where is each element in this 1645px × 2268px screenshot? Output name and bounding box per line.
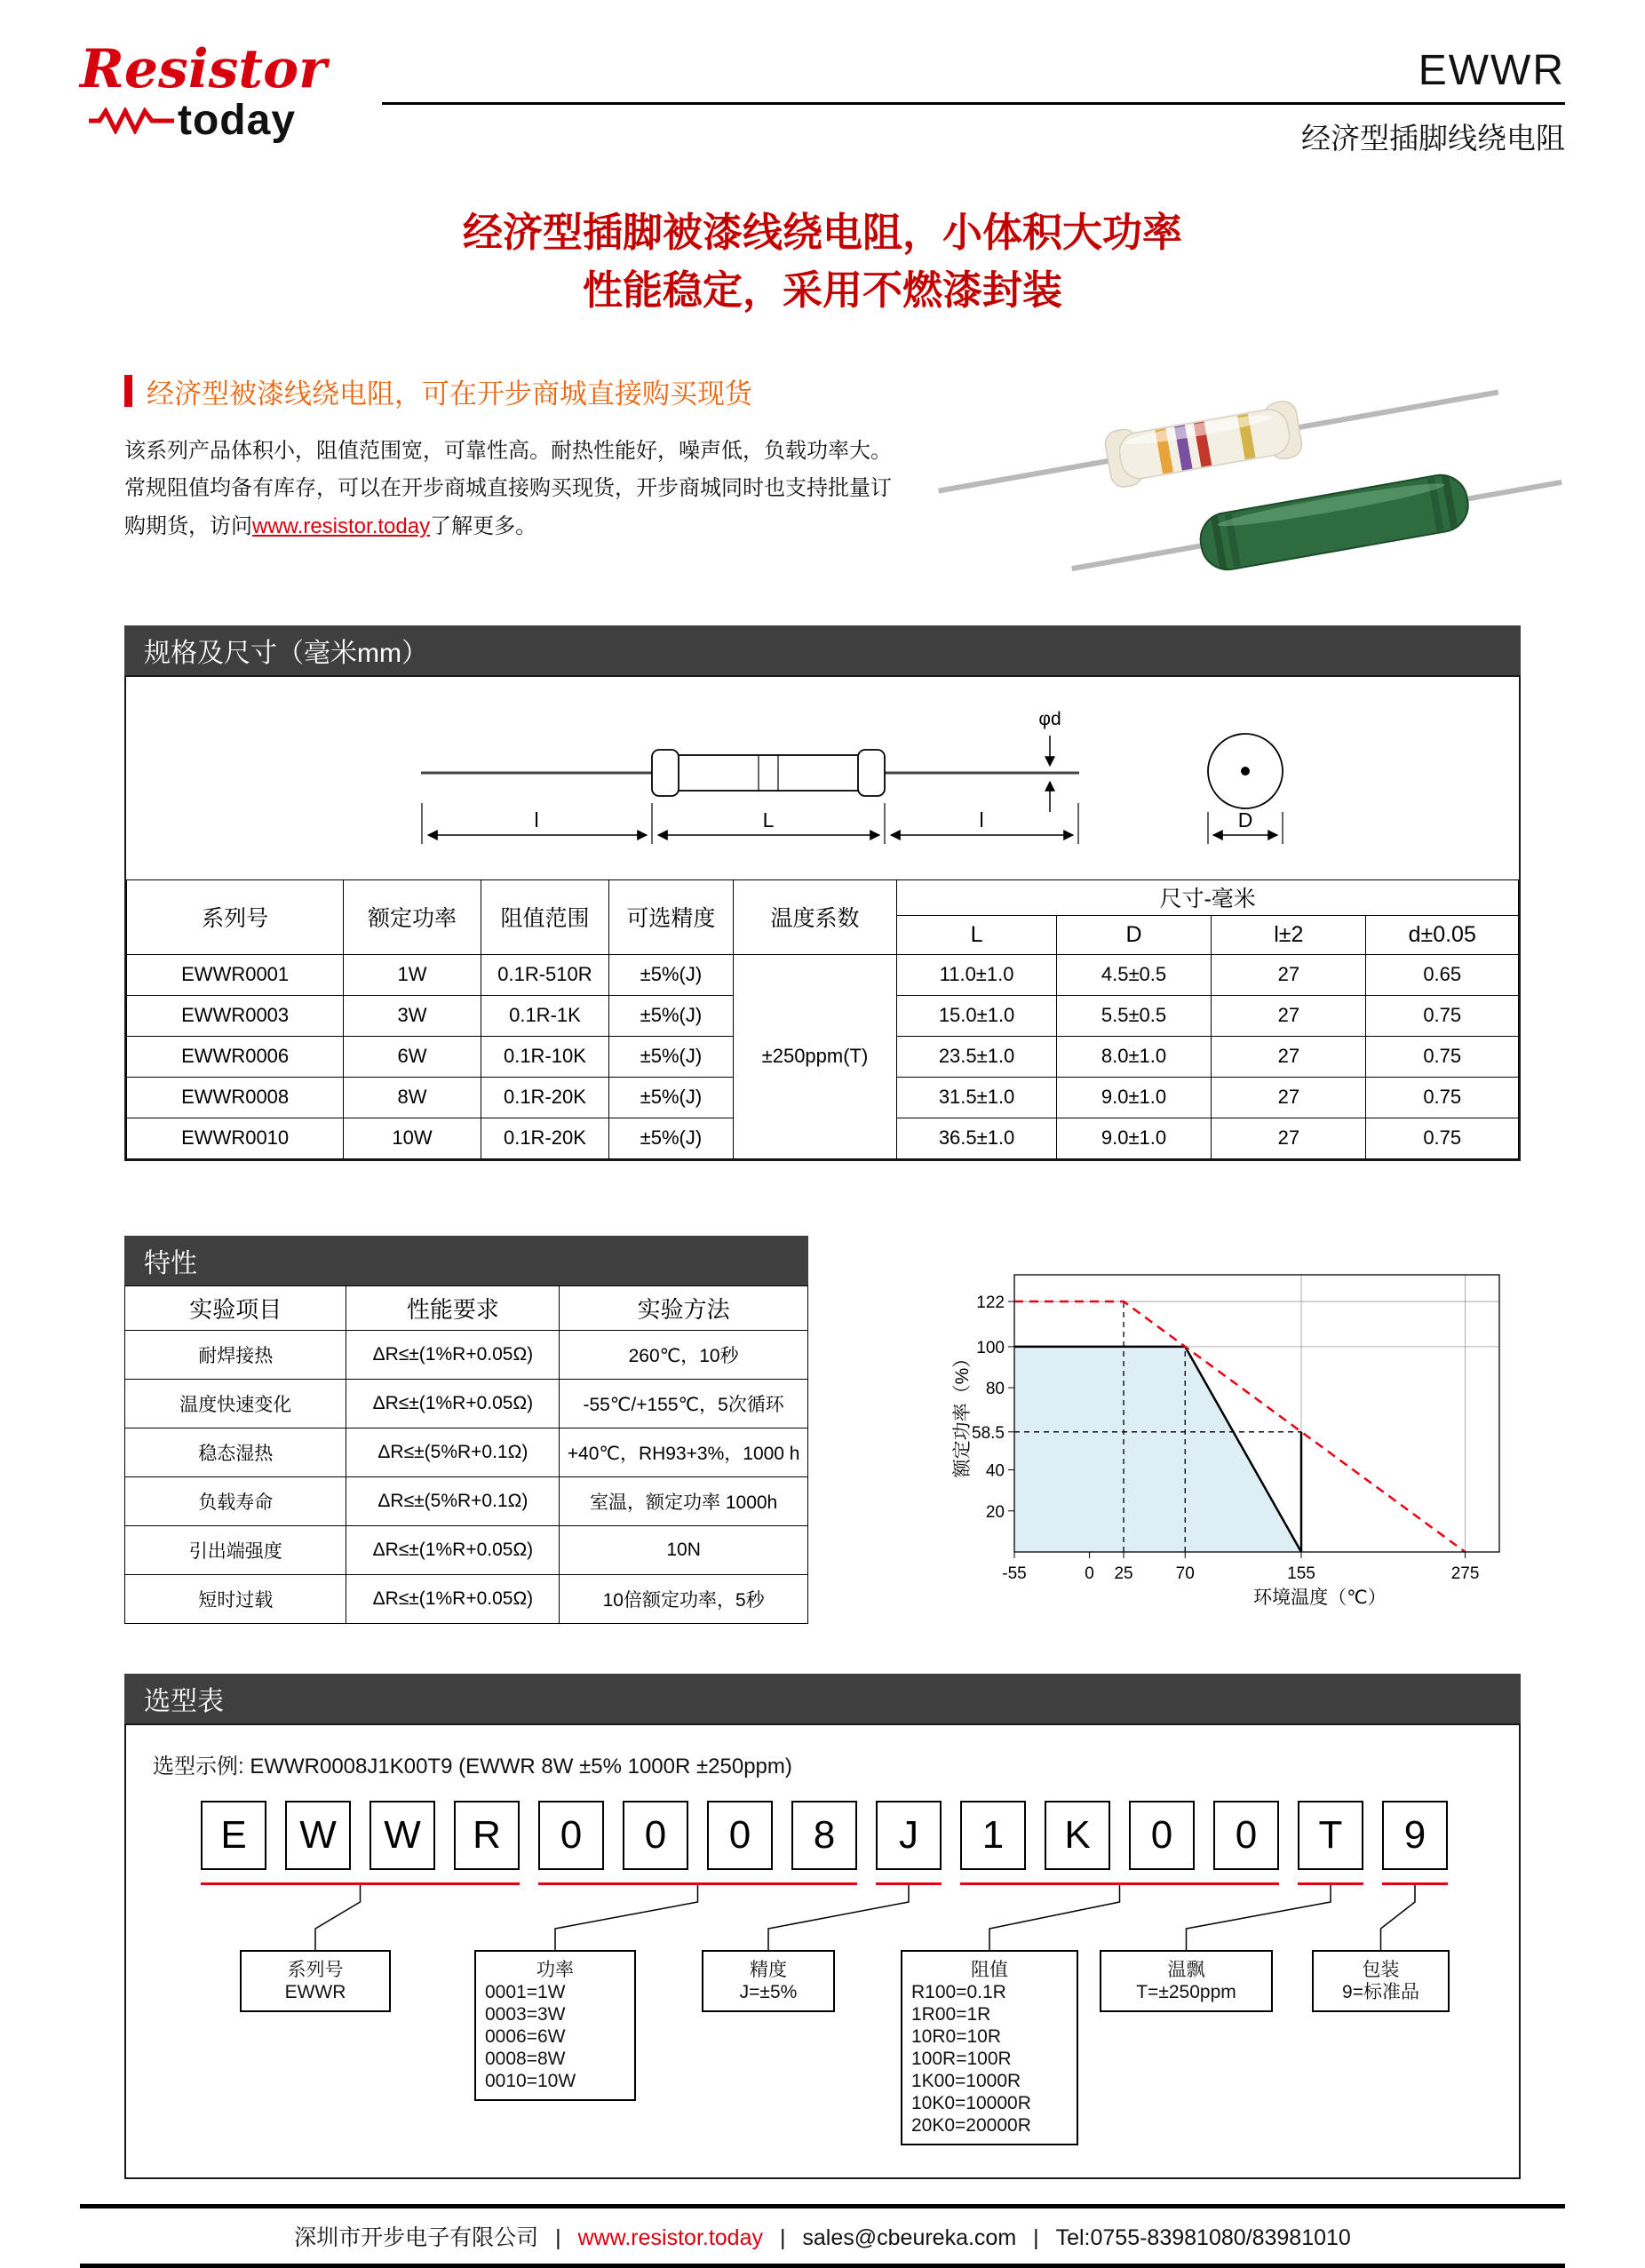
code-char-box: T <box>1298 1801 1363 1870</box>
decode-box-功率 <box>474 1950 636 2101</box>
decode-box-line: 0010=10W <box>485 2070 576 2091</box>
col-size-l: l±2 <box>1212 915 1366 954</box>
svg-text:20: 20 <box>985 1502 1005 1522</box>
svg-text:70: 70 <box>1175 1564 1195 1583</box>
code-char-box: 1 <box>960 1801 1026 1870</box>
svg-text:25: 25 <box>1114 1564 1133 1583</box>
spec-cell: 36.5±1.0 <box>897 1118 1056 1158</box>
svg-text:155: 155 <box>1287 1564 1315 1583</box>
spec-cell: 6W <box>344 1036 481 1077</box>
section-title-specs-text: 规格及尺寸（毫米mm） <box>144 638 428 668</box>
characteristics-cell: 短时过载 <box>125 1574 346 1623</box>
characteristics-cell: ΔR≤±(1%R+0.05Ω) <box>346 1525 560 1574</box>
decode-box-title: 系列号 <box>287 1959 344 1980</box>
col-requirement: 性能要求 <box>346 1285 560 1330</box>
section-title-selection-text: 选型表 <box>144 1686 224 1716</box>
part-number-diagram <box>126 1801 1519 2158</box>
characteristics-cell: ΔR≤±(1%R+0.05Ω) <box>346 1574 560 1623</box>
brand-name-resistor: Resistor <box>80 38 327 100</box>
characteristics-cell: 室温，额定功率 1000h <box>560 1476 808 1525</box>
decode-box-阻值 <box>901 1950 1078 2145</box>
code-char-box: 0 <box>707 1801 773 1870</box>
code-char-box: 0 <box>538 1801 604 1870</box>
header-right <box>382 43 1565 157</box>
col-power: 额定功率 <box>344 879 481 954</box>
code-char-box: 0 <box>1213 1801 1279 1870</box>
page-title-line1: 经济型插脚被漆线绕电阻，小体积大功率 <box>462 210 1182 255</box>
svg-text:额定功率（%）: 额定功率（%） <box>952 1349 973 1477</box>
section-title-selection <box>124 1674 1521 1723</box>
spec-box <box>124 675 1521 1161</box>
spec-cell: 4.5±0.5 <box>1056 954 1211 995</box>
decode-box-title: 阻值 <box>971 1959 1008 1980</box>
svg-text:122: 122 <box>976 1293 1005 1312</box>
characteristics-cell: -55℃/+155℃，5次循环 <box>560 1379 808 1428</box>
spec-cell: ±5%(J) <box>609 954 733 995</box>
code-char-box: E <box>201 1801 266 1870</box>
intro-text-after: 了解更多。 <box>430 513 537 538</box>
spec-cell: 31.5±1.0 <box>897 1077 1056 1118</box>
spec-cell: 0.75 <box>1366 1077 1519 1118</box>
characteristics-cell: 10N <box>560 1525 808 1574</box>
derating-chart <box>952 1259 1521 1614</box>
decode-box-line: 0003=3W <box>485 2003 566 2025</box>
characteristics-cell: 负载寿命 <box>125 1476 346 1525</box>
spec-cell: 10W <box>344 1118 481 1158</box>
spec-cell: EWWR0003 <box>127 995 344 1036</box>
spec-cell: 3W <box>344 995 481 1036</box>
col-range: 阻值范围 <box>481 879 609 954</box>
col-tolerance: 可选精度 <box>609 879 733 954</box>
code-char-box: J <box>876 1801 942 1870</box>
spec-cell: 11.0±1.0 <box>897 954 1056 995</box>
characteristics-cell: ΔR≤±(1%R+0.05Ω) <box>346 1379 560 1428</box>
dim-label-D: D <box>1237 808 1253 832</box>
footer-email: sales@cbeureka.com <box>802 2224 1017 2250</box>
spec-cell: 0.1R-10K <box>481 1036 609 1077</box>
group-underline <box>876 1882 942 1885</box>
col-size-L: L <box>897 915 1056 954</box>
dim-label-l-left: l <box>534 808 539 832</box>
spec-cell: 27 <box>1212 1077 1366 1118</box>
decode-box-line: J=±5% <box>739 1981 798 2002</box>
svg-text:0: 0 <box>1085 1564 1094 1583</box>
characteristics-table <box>124 1285 808 1624</box>
svg-text:40: 40 <box>985 1461 1005 1481</box>
col-series: 系列号 <box>127 879 344 954</box>
characteristics-cell: 引出端强度 <box>125 1525 346 1574</box>
intro-paragraph <box>124 433 897 546</box>
footer-sep: | <box>1033 2224 1039 2250</box>
characteristics-cell: 10倍额定功率，5秒 <box>560 1574 808 1623</box>
spec-table-row <box>127 954 1519 995</box>
red-accent-bar <box>124 375 132 407</box>
col-size-D: D <box>1056 915 1211 954</box>
decode-box-系列号 <box>240 1950 391 2012</box>
spec-section <box>124 625 1521 1161</box>
spec-cell: 9.0±1.0 <box>1056 1077 1211 1118</box>
spec-cell: ±5%(J) <box>609 995 733 1036</box>
code-char-box: 0 <box>623 1801 688 1870</box>
spec-cell: 0.75 <box>1366 995 1519 1036</box>
intro-text-before: 该系列产品体积小，阻值范围宽，可靠性高。耐热性能好，噪声低，负载功率大。常规阻值均备有库存，可以在开步商城直接购买现货，开步商城同时也支持批量订购期货，访问 <box>124 438 892 538</box>
decode-box-line: 1K00=1000R <box>911 2070 1021 2091</box>
decode-box-精度 <box>702 1950 835 2012</box>
code-char-box: 9 <box>1382 1801 1448 1870</box>
spec-cell: 0.1R-20K <box>481 1118 609 1158</box>
spec-cell: ±5%(J) <box>609 1036 733 1077</box>
decode-box-温飘 <box>1100 1950 1273 2012</box>
decode-box-line: 0001=1W <box>485 1981 566 2002</box>
intro-section <box>124 371 1565 595</box>
decode-box-line: 10R0=10R <box>911 2025 1001 2047</box>
spec-cell-tc: ±250ppm(T) <box>733 954 897 1158</box>
spec-cell: 5.5±0.5 <box>1056 995 1211 1036</box>
brand-logo-row2 <box>80 99 382 142</box>
selection-section <box>124 1674 1521 2179</box>
col-size-d: d±0.05 <box>1366 915 1519 954</box>
spec-cell: 9.0±1.0 <box>1056 1118 1211 1158</box>
spec-cell: ±5%(J) <box>609 1118 733 1158</box>
svg-text:-55: -55 <box>1002 1564 1027 1583</box>
footer-sep: | <box>779 2224 786 2250</box>
spec-cell: EWWR0001 <box>127 954 344 995</box>
section-title-characteristics <box>124 1236 808 1285</box>
group-underline <box>201 1882 520 1885</box>
code-char-box: R <box>454 1801 520 1870</box>
code-char-box: 8 <box>791 1801 857 1870</box>
characteristics-row <box>125 1574 808 1623</box>
spec-cell: 27 <box>1212 995 1366 1036</box>
footer-tel: Tel:0755-83981080/83981010 <box>1055 2224 1351 2250</box>
resistor-zigzag-icon <box>89 107 174 134</box>
page-title-line2: 性能稳定，采用不燃漆封装 <box>582 267 1062 314</box>
page-title <box>0 203 1645 320</box>
code-char-box: K <box>1045 1801 1110 1870</box>
decode-box-line: EWWR <box>284 1981 346 2002</box>
spec-cell: 27 <box>1212 1036 1366 1077</box>
col-test-item: 实验项目 <box>125 1285 346 1330</box>
characteristics-row <box>125 1428 808 1476</box>
product-code: EWWR <box>1418 47 1565 94</box>
code-char-box: 0 <box>1129 1801 1195 1870</box>
decode-box-line: 20K0=20000R <box>911 2114 1031 2136</box>
characteristics-cell: ΔR≤±(5%R+0.1Ω) <box>346 1476 560 1525</box>
svg-text:环境温度（℃）: 环境温度（℃） <box>1253 1587 1387 1608</box>
col-size-group: 尺寸-毫米 <box>897 879 1519 915</box>
dim-label-L: L <box>762 808 775 832</box>
decode-box-line: R100=0.1R <box>911 1981 1006 2002</box>
spec-cell: 0.1R-20K <box>481 1077 609 1118</box>
characteristics-row <box>124 1236 1521 1624</box>
product-subtitle: 经济型插脚线绕电阻 <box>1301 122 1565 155</box>
code-char-box: W <box>285 1801 351 1870</box>
group-underline <box>538 1882 857 1885</box>
svg-text:80: 80 <box>985 1379 1005 1398</box>
decode-box-line: 9=标准品 <box>1342 1981 1419 2002</box>
characteristics-cell: ΔR≤±(1%R+0.05Ω) <box>346 1330 560 1379</box>
footer-rule-bottom <box>80 2264 1565 2268</box>
code-char-box: W <box>370 1801 435 1870</box>
characteristics-cell: ΔR≤±(5%R+0.1Ω) <box>346 1428 560 1476</box>
decode-box-包装 <box>1312 1950 1450 2012</box>
spec-cell: 8W <box>344 1077 481 1118</box>
selection-box <box>124 1723 1521 2179</box>
spec-cell: 23.5±1.0 <box>897 1036 1056 1077</box>
svg-text:58.5: 58.5 <box>972 1423 1005 1443</box>
characteristics-cell: 260℃，10秒 <box>560 1330 808 1379</box>
website-link[interactable]: www.resistor.today <box>252 513 431 538</box>
characteristics-cell: 温度快速变化 <box>125 1379 346 1428</box>
spec-cell: 0.75 <box>1366 1118 1519 1158</box>
group-underline <box>1298 1882 1363 1885</box>
characteristics-row <box>125 1476 808 1525</box>
dim-label-phi-d: φd <box>1038 708 1061 729</box>
footer-text <box>80 2208 1565 2264</box>
spec-cell: 0.1R-510R <box>481 954 609 995</box>
decode-box-line: 10K0=10000R <box>911 2092 1031 2113</box>
footer-website-link[interactable]: www.resistor.today <box>577 2224 763 2250</box>
spec-cell: 8.0±1.0 <box>1056 1036 1211 1077</box>
ordering-example: 选型示例: EWWR0008J1K00T9 (EWWR 8W ±5% 1000R ±250ppm) <box>153 1754 792 1779</box>
spec-cell: 27 <box>1212 954 1366 995</box>
spec-cell: EWWR0010 <box>127 1118 344 1158</box>
decode-box-line: 0006=6W <box>485 2025 566 2047</box>
section-title-characteristics-text: 特性 <box>144 1248 197 1278</box>
header <box>0 0 1645 157</box>
dim-label-l-right: l <box>979 808 984 832</box>
spec-cell: EWWR0008 <box>127 1077 344 1118</box>
characteristics-row <box>125 1330 808 1379</box>
brand-name-today: today <box>178 97 297 144</box>
svg-text:100: 100 <box>976 1338 1005 1357</box>
decode-box-title: 精度 <box>750 1959 787 1980</box>
decode-box-line: T=±250ppm <box>1136 1981 1236 2002</box>
decode-box-line: 0008=8W <box>485 2048 566 2069</box>
brand-logo <box>80 38 382 144</box>
characteristics-row <box>125 1379 808 1428</box>
decode-box-title: 温飘 <box>1167 1959 1205 1980</box>
footer-company: 深圳市开步电子有限公司 <box>294 2224 539 2250</box>
footer <box>80 2204 1565 2268</box>
spec-cell: ±5%(J) <box>609 1077 733 1118</box>
spec-cell: 0.65 <box>1366 954 1519 995</box>
spec-cell: 1W <box>344 954 481 995</box>
characteristics-cell: +40℃，RH93+3%，1000 h <box>560 1428 808 1476</box>
spec-cell: 0.75 <box>1366 1036 1519 1077</box>
spec-table <box>126 879 1519 1159</box>
section-title-specs <box>124 625 1521 675</box>
characteristics-cell: 稳态湿热 <box>125 1428 346 1476</box>
decode-box-line: 1R00=1R <box>911 2003 991 2025</box>
spec-cell: EWWR0006 <box>127 1036 344 1077</box>
product-photo-illustration <box>917 348 1565 588</box>
dimension-diagram <box>126 677 1519 879</box>
spec-cell: 0.1R-1K <box>481 995 609 1036</box>
col-tc: 温度系数 <box>733 879 897 954</box>
decode-box-line: 100R=100R <box>911 2048 1012 2069</box>
group-underline <box>960 1882 1279 1885</box>
decode-box-title: 包装 <box>1362 1959 1400 1980</box>
characteristics-section <box>124 1236 808 1624</box>
svg-text:275: 275 <box>1450 1564 1480 1583</box>
spec-cell: 27 <box>1212 1118 1366 1158</box>
group-underline <box>1382 1882 1448 1885</box>
footer-sep: | <box>555 2224 561 2250</box>
characteristics-cell: 耐焊接热 <box>125 1330 346 1379</box>
part-number-boxes <box>126 1801 1519 1870</box>
col-method: 实验方法 <box>560 1285 808 1330</box>
characteristics-row <box>125 1525 808 1574</box>
decode-box-title: 功率 <box>536 1959 574 1980</box>
intro-heading-text: 经济型被漆线绕电阻，可在开步商城直接购买现货 <box>147 378 752 410</box>
spec-cell: 15.0±1.0 <box>897 995 1056 1036</box>
header-divider <box>382 102 1565 105</box>
